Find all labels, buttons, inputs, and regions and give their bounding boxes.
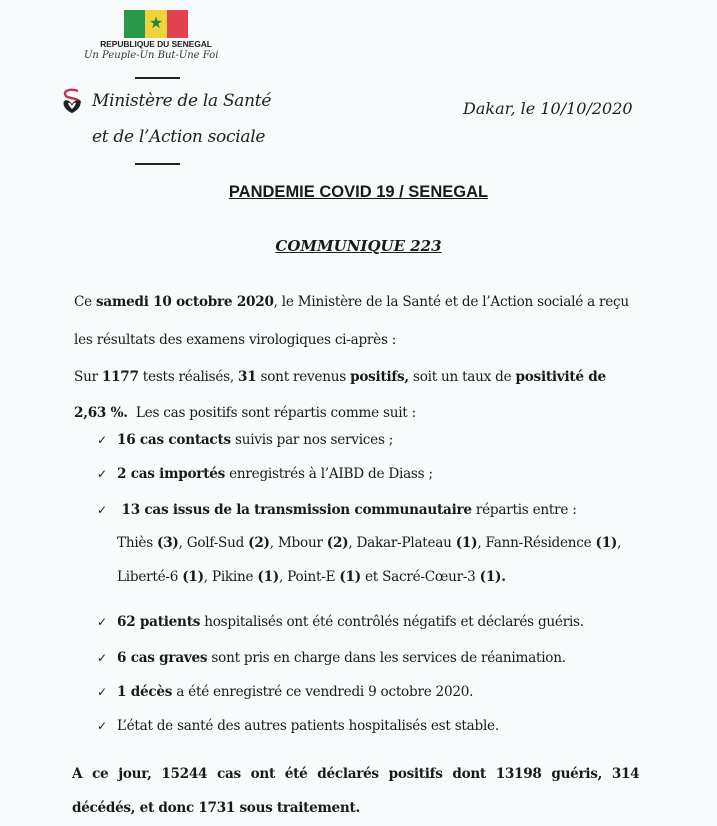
bullet-deaths: [97, 684, 473, 700]
flag-yellow-band: [145, 10, 166, 38]
text: Les cas positifs sont répartis comme suit :: [127, 405, 416, 421]
bullet-text: a été enregistré ce vendredi 9 octobre 2020.: [172, 684, 474, 700]
text: Sur: [74, 369, 102, 385]
text: tests réalisés,: [138, 369, 239, 385]
bullet-bold: 62 patients: [117, 614, 201, 630]
bullet-recovered: [97, 614, 584, 630]
ministry-name-line1: Ministère de la Santé: [92, 91, 272, 111]
checkmark-icon: ✓: [97, 615, 107, 629]
locality-name: Dakar-Plateau: [356, 535, 452, 551]
locality-count: (1): [479, 569, 502, 585]
checkmark-icon: ✓: [97, 685, 107, 699]
checkmark-icon: ✓: [97, 433, 107, 447]
locality-name: Pikine: [211, 569, 254, 585]
checkmark-icon: ✓: [97, 651, 107, 665]
tests-count: 1177: [101, 369, 139, 385]
localities-line-2: [117, 569, 506, 585]
bullet-text: enregistrés à l’AIBD de Diass ;: [225, 466, 433, 482]
flag-red-band: [167, 10, 188, 38]
text: soit un taux de: [408, 369, 516, 385]
header-divider-top: [135, 77, 180, 79]
date-location: Dakar, le 10/10/2020: [463, 99, 633, 118]
separator: ,: [477, 535, 486, 551]
separator: ,: [269, 535, 278, 551]
bullet-bold: 2 cas importés: [117, 466, 226, 482]
bullet-bold: 13 cas issus de la transmission communautaire: [117, 502, 472, 518]
locality-count: (2): [248, 535, 270, 551]
locality-name: Fann-Résidence: [485, 535, 592, 551]
document-title-text: PANDEMIE COVID 19 / SENEGAL: [228, 183, 489, 201]
locality-count: (1): [595, 535, 618, 551]
separator: ,: [278, 569, 288, 585]
national-motto: Un Peuple-Un But-Une Foi: [84, 50, 219, 61]
text: Ce: [74, 294, 97, 310]
locality-name: Sacré-Cœur-3: [382, 569, 476, 585]
separator: .: [501, 569, 506, 585]
bullet-text: sont pris en charge dans les services de réanimation.: [207, 650, 566, 666]
separator: et: [360, 569, 383, 585]
bullet-bold: 16 cas contacts: [117, 432, 231, 448]
document-title: [0, 183, 717, 202]
locality-name: Thiès: [117, 535, 153, 551]
bullet-community-cases: [97, 502, 577, 518]
locality-name: Mbour: [277, 535, 323, 551]
separator: ,: [178, 535, 187, 551]
separator: ,: [348, 535, 357, 551]
bullet-stable: [97, 718, 499, 734]
flag-green-band: [124, 10, 145, 38]
header-divider-bottom: [135, 163, 180, 165]
text: , le Ministère de la Santé et de l’Action socialé a reçu: [273, 294, 629, 310]
checkmark-icon: ✓: [97, 719, 107, 733]
star-icon: ★: [148, 13, 164, 32]
locality-count: (1): [455, 535, 478, 551]
separator: ,: [617, 535, 622, 551]
locality-count: (1): [257, 569, 279, 585]
text-bold: positivité de: [515, 369, 606, 385]
tests-line: [74, 369, 606, 385]
bullet-text: répartis entre :: [471, 502, 577, 518]
positivity-line: [74, 405, 416, 421]
checkmark-icon: ✓: [97, 503, 107, 517]
locality-count: (1): [182, 569, 204, 585]
report-date: samedi 10 octobre 2020: [96, 294, 274, 310]
positives-count: 31: [238, 369, 257, 385]
intro-line-1: [74, 294, 629, 310]
text: sont revenus: [256, 369, 351, 385]
bullet-contact-cases: [97, 432, 393, 448]
bullet-text: hospitalisés ont été contrôlés négatifs et déclarés guéris.: [200, 614, 584, 630]
locality-name: Golf-Sud: [186, 535, 245, 551]
communique-number: COMMUNIQUE 223: [275, 237, 442, 255]
localities-line-1: [117, 535, 621, 551]
bullet-text: suivis par nos services ;: [230, 432, 394, 448]
locality-count: (3): [157, 535, 179, 551]
text-bold: positifs,: [350, 369, 409, 385]
bullet-bold: 1 décès: [117, 684, 173, 700]
locality-name: Point-E: [287, 569, 336, 585]
locality-name: Liberté-6: [117, 569, 179, 585]
republic-name: REPUBLIQUE DU SENEGAL: [100, 39, 212, 49]
bullet-imported-cases: [97, 466, 433, 482]
checkmark-icon: ✓: [97, 467, 107, 481]
summary-line-2: décédés, et donc 1731 sous traitement.: [72, 800, 360, 816]
bullet-text: L’état de santé des autres patients hospitalisés est stable.: [117, 718, 499, 734]
locality-count: (2): [326, 535, 349, 551]
locality-count: (1): [339, 569, 361, 585]
senegal-flag: [124, 10, 188, 38]
positivity-rate: 2,63 %.: [74, 405, 128, 421]
separator: ,: [203, 569, 212, 585]
bullet-severe-cases: [97, 650, 566, 666]
intro-line-2: les résultats des examens virologiques ci-après :: [74, 332, 397, 348]
summary-line-1: A ce jour, 15244 cas ont été déclarés positifs dont 13198 guéris, 314: [72, 766, 640, 782]
bullet-bold: 6 cas graves: [117, 650, 208, 666]
ministry-logo-icon: [58, 88, 86, 114]
ministry-name-line2: et de l’Action sociale: [92, 127, 266, 147]
